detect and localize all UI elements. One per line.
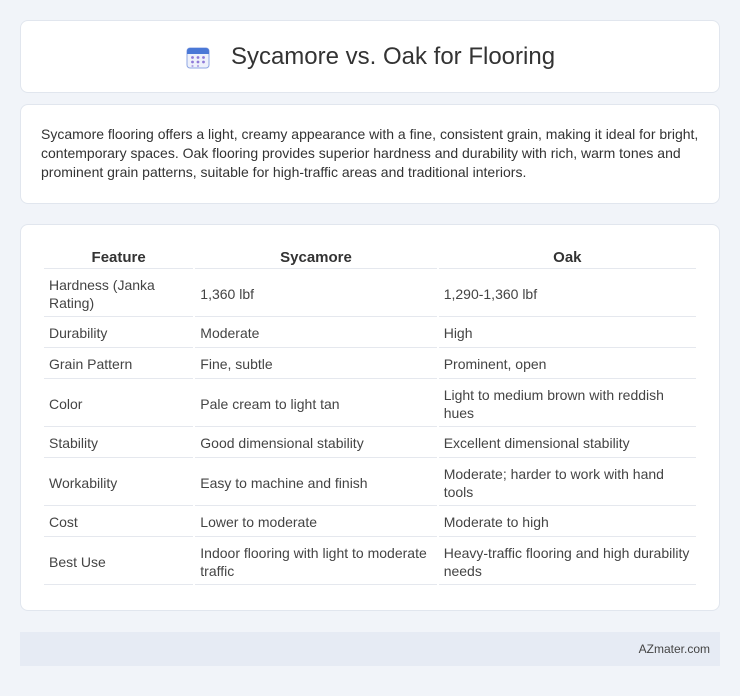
- cell-sycamore: Good dimensional stability: [195, 429, 436, 458]
- comparison-table: [42, 245, 698, 587]
- table-row: [44, 508, 696, 537]
- cell-oak: Light to medium brown with reddish hues: [439, 381, 696, 427]
- header-feature: Feature: [44, 247, 193, 269]
- cell-feature: Workability: [44, 460, 193, 506]
- header-oak: Oak: [439, 247, 696, 269]
- table-row: [44, 271, 696, 317]
- cell-feature: Cost: [44, 508, 193, 537]
- cell-sycamore: Indoor flooring with light to moderate traffic: [195, 539, 436, 585]
- table-row: [44, 350, 696, 379]
- cell-oak: Prominent, open: [439, 350, 696, 379]
- cell-oak: 1,290-1,360 lbf: [439, 271, 696, 317]
- table-row: [44, 539, 696, 585]
- table-header-row: [44, 247, 696, 269]
- cell-sycamore: Moderate: [195, 319, 436, 348]
- cell-sycamore: 1,360 lbf: [195, 271, 436, 317]
- header-card: [20, 20, 720, 93]
- cell-feature: Color: [44, 381, 193, 427]
- cell-oak: High: [439, 319, 696, 348]
- cell-sycamore: Easy to machine and finish: [195, 460, 436, 506]
- cell-feature: Hardness (Janka Rating): [44, 271, 193, 317]
- cell-oak: Moderate; harder to work with hand tools: [439, 460, 696, 506]
- cell-oak: Heavy-traffic flooring and high durability needs: [439, 539, 696, 585]
- cell-oak: Moderate to high: [439, 508, 696, 537]
- cell-sycamore: Pale cream to light tan: [195, 381, 436, 427]
- cell-sycamore: Fine, subtle: [195, 350, 436, 379]
- page-title: Sycamore vs. Oak for Flooring: [230, 42, 556, 70]
- cell-oak: Excellent dimensional stability: [439, 429, 696, 458]
- table-card: [20, 224, 720, 611]
- cell-sycamore: Lower to moderate: [195, 508, 436, 537]
- footer-site-link[interactable]: AZmater.com: [638, 642, 710, 656]
- cell-feature: Grain Pattern: [44, 350, 193, 379]
- cell-feature: Stability: [44, 429, 193, 458]
- table-row: [44, 460, 696, 506]
- table-row: [44, 381, 696, 427]
- table-row: [44, 319, 696, 348]
- table-row: [44, 429, 696, 458]
- intro-card: [20, 104, 720, 204]
- header-sycamore: Sycamore: [195, 247, 436, 269]
- cell-feature: Best Use: [44, 539, 193, 585]
- cell-feature: Durability: [44, 319, 193, 348]
- intro-text: Sycamore flooring offers a light, creamy appearance with a fine, consistent grain, making it ideal for bright, contemporary spaces. Oak flooring provides superior hardness and durability with rich, warm tones and prominent grain patterns, suitable for high-traffic areas and traditional interiors.: [41, 126, 699, 180]
- footer: [20, 632, 720, 666]
- calendar-icon: [185, 44, 211, 70]
